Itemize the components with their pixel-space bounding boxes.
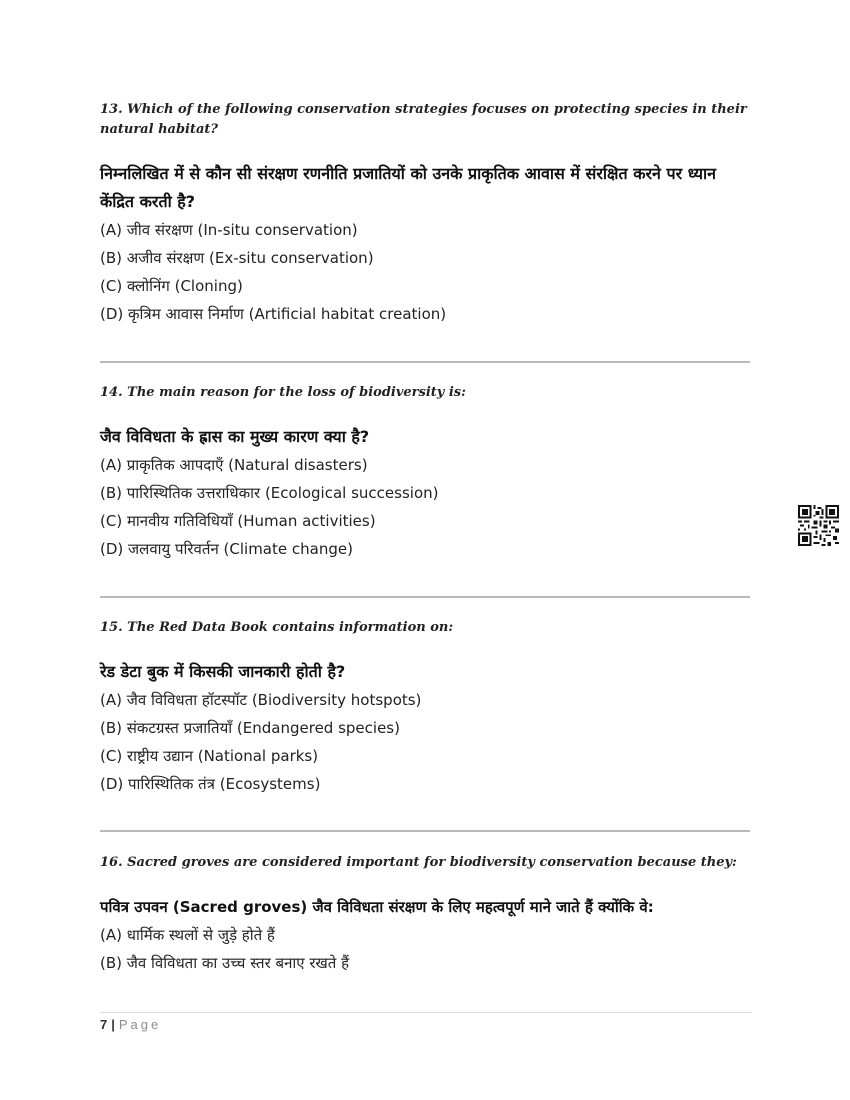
question-13-option-b: (B) अजीव संरक्षण (Ex-situ conservation) [100,249,374,267]
page-label: Page [118,1017,162,1032]
question-15-option-c: (C) राष्ट्रीय उद्यान (National parks) [100,747,319,765]
footer-separator: | [111,1017,115,1032]
question-15-option-a: (A) जैव विविधता हॉटस्पॉट (Biodiversity hotspots) [100,691,422,709]
question-16 [100,853,750,977]
question-13 [100,100,750,328]
question-14-hindi: जैव विविधता के ह्रास का मुख्य कारण क्या है? [100,427,370,446]
question-14-option-d: (D) जलवायु परिवर्तन (Climate change) [100,540,353,558]
page-number: 7 [100,1017,108,1032]
page-footer [100,1012,752,1032]
qr-code-icon[interactable] [798,505,839,546]
question-16-hindi: पवित्र उपवन (Sacred groves) जैव विविधता संरक्षण के लिए महत्वपूर्ण माने जाते हैं क्योंकि वे: [100,898,654,916]
question-16-english: 16. Sacred groves are considered important for biodiversity conservation because they: [100,855,737,870]
question-13-option-c: (C) क्लोनिंग (Cloning) [100,277,243,295]
question-14-option-c: (C) मानवीय गतिविधियाँ (Human activities) [100,512,376,530]
question-14-english: 14. The main reason for the loss of biodiversity is: [100,385,466,400]
section-divider [100,830,750,832]
question-14-option-b: (B) पारिस्थितिक उत्तराधिकार (Ecological succession) [100,484,439,502]
section-divider [100,361,750,363]
question-15 [100,618,750,798]
question-13-hindi: निम्नलिखित में से कौन सी संरक्षण रणनीति प्रजातियों को उनके प्राकृतिक आवास में संरक्षित करने पर ध्यान केंद्रित करती है? [100,164,717,211]
question-15-english: 15. The Red Data Book contains information on: [100,620,454,635]
question-14-option-a: (A) प्राकृतिक आपदाएँ (Natural disasters) [100,456,368,474]
question-16-option-b: (B) जैव विविधता का उच्च स्तर बनाए रखते हैं [100,954,350,972]
question-15-option-d: (D) पारिस्थितिक तंत्र (Ecosystems) [100,775,321,793]
question-14 [100,383,750,563]
question-13-english: 13. Which of the following conservation strategies focuses on protecting species in their natural habitat? [100,102,747,137]
question-15-option-b: (B) संकटग्रस्त प्रजातियाँ (Endangered species) [100,719,400,737]
question-16-option-a: (A) धार्मिक स्थलों से जुड़े होते हैं [100,926,275,944]
question-13-option-d: (D) कृत्रिम आवास निर्माण (Artificial habitat creation) [100,305,447,323]
section-divider [100,596,750,598]
question-13-option-a: (A) जीव संरक्षण (In-situ conservation) [100,221,358,239]
question-15-hindi: रेड डेटा बुक में किसकी जानकारी होती है? [100,662,346,681]
